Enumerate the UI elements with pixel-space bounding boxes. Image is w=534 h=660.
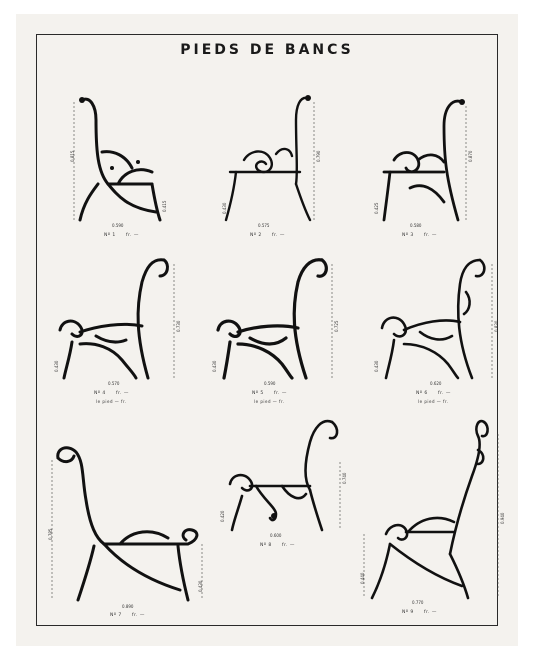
bench-leg-1-drawing (68, 92, 168, 242)
model-number: Nº 7 (110, 613, 122, 618)
model-number: Nº 5 (252, 391, 264, 396)
width-dimension: 0.575 (258, 223, 270, 228)
height-dimension: 0.870 (468, 150, 473, 162)
width-dimension: 0.590 (112, 223, 124, 228)
bench-leg-2-drawing (220, 92, 320, 242)
model-number: Nº 8 (260, 543, 272, 548)
bench-leg-7 (48, 440, 208, 630)
width-dimension: 0.770 (412, 600, 424, 605)
width-dimension: 0.890 (122, 604, 134, 609)
height-dimension: 0.725 (334, 320, 339, 332)
seat-dimension: 0.430 (222, 202, 227, 214)
width-dimension: 0.580 (410, 223, 422, 228)
model-price: fr. — (126, 233, 139, 238)
width-dimension: 0.590 (264, 381, 276, 386)
bench-leg-6-drawing (372, 252, 502, 392)
height-dimension: 0.730 (176, 320, 181, 332)
height-dimension: 0.815 (70, 150, 75, 162)
bench-leg-8-drawing (220, 414, 350, 544)
bench-leg-9-drawing (350, 414, 510, 614)
bench-leg-6 (372, 252, 502, 412)
seat-dimension: 0.425 (374, 202, 379, 214)
seat-dimension: 0.420 (220, 510, 225, 522)
seat-dimension: 0.430 (212, 360, 217, 372)
model-price: fr. — (116, 391, 129, 396)
model-number: Nº 1 (104, 233, 116, 238)
model-price: fr. — (272, 233, 285, 238)
height-dimension: 0.790 (316, 150, 321, 162)
bench-leg-3 (370, 92, 473, 252)
bench-leg-7-drawing (48, 440, 208, 610)
width-dimension: 0.600 (270, 533, 282, 538)
height-dimension: 0.940 (500, 512, 505, 524)
height-dimension: 0.740 (342, 472, 347, 484)
seat-dimension: 0.430 (54, 360, 59, 372)
model-number: Nº 4 (94, 391, 106, 396)
model-price: fr. — (424, 233, 437, 238)
model-price: fr. — (274, 391, 287, 396)
bench-leg-8 (220, 414, 350, 564)
model-price: fr. — (132, 613, 145, 618)
model-price: fr. — (424, 610, 437, 615)
model-number: Nº 9 (402, 610, 414, 615)
model-price: fr. — (282, 543, 295, 548)
width-dimension: 0.570 (108, 381, 120, 386)
bench-leg-3-drawing (370, 92, 470, 242)
bench-leg-5 (210, 252, 340, 412)
model-price: fr. — (438, 391, 451, 396)
model-number: Nº 3 (402, 233, 414, 238)
height-dimension: 0.785 (48, 528, 53, 540)
model-note: le pied — fr. (96, 399, 127, 404)
bench-leg-1 (68, 92, 168, 252)
model-note: le pied — fr. (254, 399, 285, 404)
seat-dimension: 0.415 (162, 200, 167, 212)
seat-dimension: 0.430 (374, 360, 379, 372)
plate-title: PIEDS DE BANCS (180, 42, 354, 58)
bench-leg-5-drawing (210, 252, 340, 392)
seat-dimension: 0.430 (198, 580, 203, 592)
bench-leg-9 (350, 414, 510, 634)
bench-leg-4 (52, 252, 182, 412)
model-number: Nº 2 (250, 233, 262, 238)
bench-leg-2 (220, 92, 320, 252)
model-number: Nº 6 (416, 391, 428, 396)
bench-leg-4-drawing (52, 252, 182, 392)
height-dimension: 0.830 (494, 320, 499, 332)
width-dimension: 0.620 (430, 381, 442, 386)
seat-dimension: 0.440 (360, 572, 365, 584)
model-note: le pied — fr. (418, 399, 449, 404)
